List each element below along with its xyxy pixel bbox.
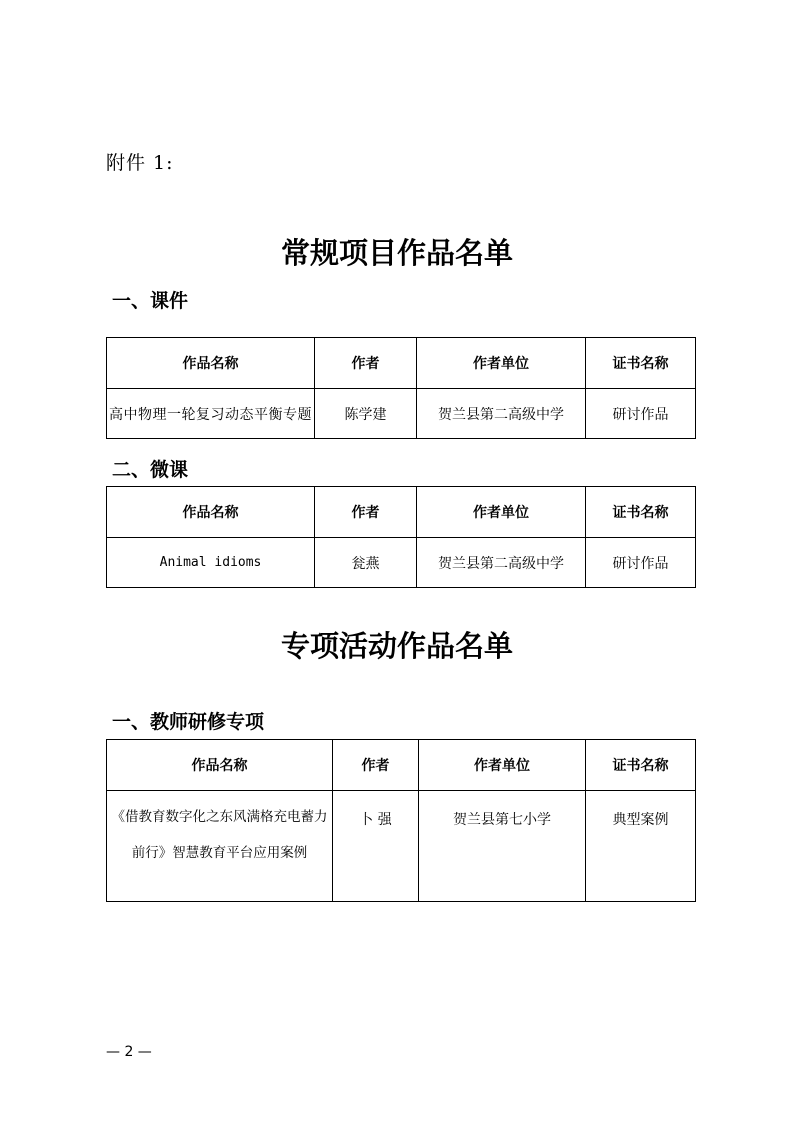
header-author-unit: 作者单位: [417, 487, 586, 538]
cell-work-name: 《借教育数字化之东风满格充电蓄力前行》智慧教育平台应用案例: [107, 791, 333, 902]
table-header-row: [107, 338, 696, 389]
section-teacher-training: 一、教师研修专项: [112, 711, 265, 733]
teacher-training-table: [106, 739, 696, 902]
micro-lesson-table: [106, 486, 696, 588]
page-number: — 2 —: [106, 1044, 152, 1060]
cell-author: 卜 强: [333, 791, 419, 902]
cell-work-name: 高中物理一轮复习动态平衡专题: [107, 389, 315, 439]
cell-author-unit: 贺兰县第二高级中学: [417, 538, 586, 588]
header-author: 作者: [333, 740, 419, 791]
header-work-name: 作品名称: [107, 338, 315, 389]
cell-author-unit: 贺兰县第七小学: [419, 791, 586, 902]
header-author: 作者: [315, 487, 417, 538]
header-certificate: 证书名称: [586, 487, 696, 538]
cell-author: 陈学建: [315, 389, 417, 439]
table-row: [107, 389, 696, 439]
cell-certificate: 研讨作品: [586, 538, 696, 588]
table-row: [107, 791, 696, 902]
cell-work-name: Animal idioms: [107, 538, 315, 588]
cell-certificate: 典型案例: [586, 791, 696, 902]
header-certificate: 证书名称: [586, 338, 696, 389]
courseware-table: [106, 337, 696, 439]
attachment-label: 附件 1:: [106, 152, 174, 174]
header-certificate: 证书名称: [586, 740, 696, 791]
table-header-row: [107, 487, 696, 538]
title-special-activities: 专项活动作品名单: [280, 629, 513, 663]
table-row: [107, 538, 696, 588]
cell-author-unit: 贺兰县第二高级中学: [417, 389, 586, 439]
title-regular-projects: 常规项目作品名单: [280, 236, 513, 270]
table-header-row: [107, 740, 696, 791]
cell-author: 瓮燕: [315, 538, 417, 588]
header-work-name: 作品名称: [107, 487, 315, 538]
header-work-name: 作品名称: [107, 740, 333, 791]
cell-certificate: 研讨作品: [586, 389, 696, 439]
section-courseware: 一、课件: [112, 290, 189, 312]
header-author-unit: 作者单位: [419, 740, 586, 791]
header-author-unit: 作者单位: [417, 338, 586, 389]
header-author: 作者: [315, 338, 417, 389]
section-micro-lesson: 二、微课: [112, 459, 189, 481]
